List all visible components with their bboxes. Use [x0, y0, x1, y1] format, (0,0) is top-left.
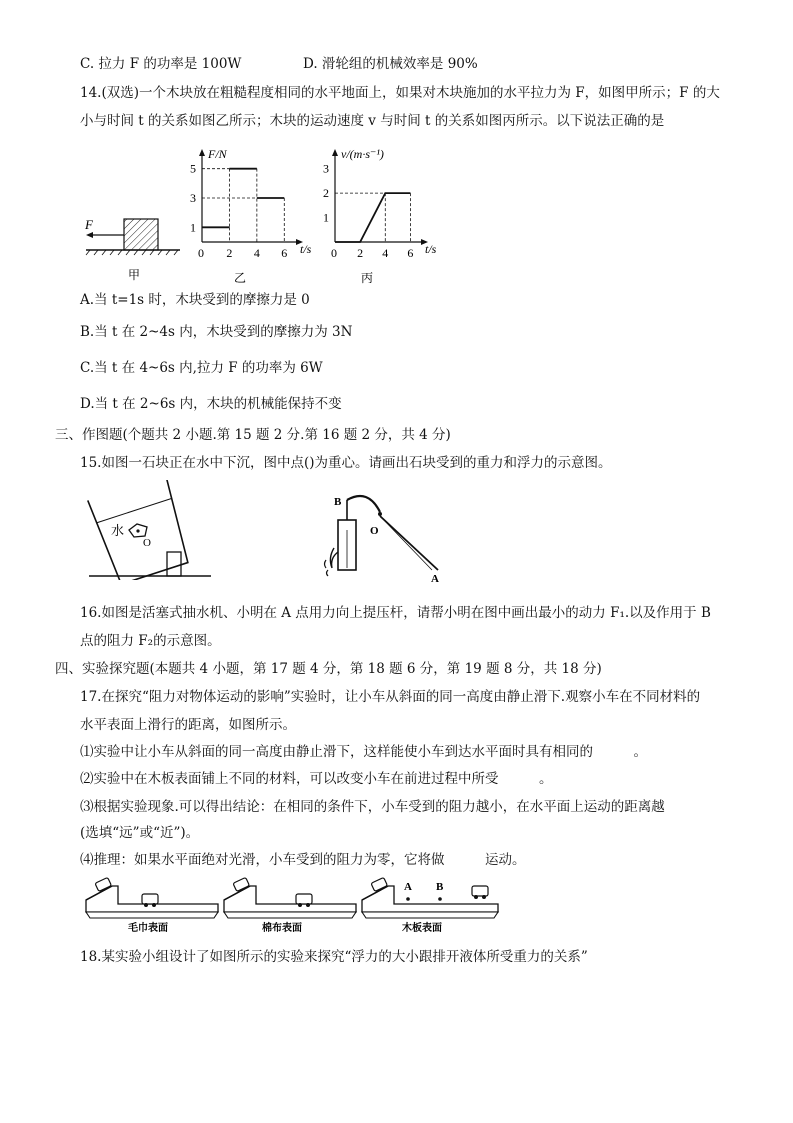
- y-tick-label: 5: [190, 161, 196, 176]
- point-o-label: O: [143, 537, 151, 549]
- water-label: 水: [111, 523, 125, 538]
- water-surface: [96, 498, 172, 523]
- section3-heading: 三、作图题(个题共 2 小题.第 15 题 2 分.第 16 题 2 分，共 4 分): [55, 427, 451, 443]
- label-b: B: [436, 881, 444, 893]
- caption-wood: 木板表面: [402, 923, 442, 934]
- figure-jia: [84, 205, 184, 283]
- y-tick-label: 3: [323, 161, 329, 176]
- chart-yi-caption: 乙: [234, 271, 247, 285]
- q17-sub2: ⑵实验中在木板表面铺上不同的材料，可以改变小车在前进过程中所受 。: [80, 771, 553, 787]
- spout: [330, 548, 338, 568]
- q14-option-d: D.当 t 在 2~6s 内，木块的机械能保持不变: [80, 396, 342, 412]
- y-axis-label: v/(m·s⁻¹): [341, 147, 384, 161]
- pump-arm: [347, 496, 380, 512]
- q15-text: 15.如图一石块正在水中下沉，图中点()为重心。请画出石块受到的重力和浮力的示意图。: [80, 455, 612, 471]
- ramp-cotton: [224, 877, 356, 934]
- q14-option-c: C.当 t 在 4~6s 内,拉力 F 的功率为 6W: [80, 360, 323, 376]
- x-tick-label: 4: [253, 246, 260, 260]
- q17-stem-line1: 17.在探究“阻力对物体运动的影响”实验时，让小车从斜面的同一高度由静止滑下.观察小车在不同材料的: [80, 689, 701, 705]
- cart-on-surface: [142, 894, 158, 904]
- section4-heading: 四、实验探究题(本题共 4 小题，第 17 题 4 分，第 18 题 6 分，第 19 题 8 分，共 18 分): [55, 661, 602, 677]
- chart-force-time: [180, 140, 320, 288]
- q14-option-a: A.当 t=1s 时，木块受到的摩擦力是 0: [80, 292, 310, 308]
- x-tick-label: 2: [357, 246, 364, 260]
- q17-sub1: ⑴实验中让小车从斜面的同一高度由静止滑下，这样能使小车到达水平面时具有相同的 。: [80, 744, 647, 760]
- label-o: O: [370, 525, 379, 537]
- pivot-point: [378, 512, 382, 516]
- figure-q17: [84, 872, 504, 934]
- y-tick-label: 1: [323, 210, 329, 225]
- velocity-line: [335, 193, 410, 242]
- caption-cotton: 棉布表面: [262, 923, 302, 934]
- force-arrow-head: [86, 232, 93, 238]
- q13-option-d: D. 滑轮组的机械效率是 90%: [303, 56, 478, 72]
- q17-stem-line2: 水平表面上滑行的距离，如图所示。: [80, 717, 296, 733]
- origin-label: 0: [331, 246, 337, 260]
- origin-label: 0: [198, 246, 204, 260]
- wooden-block: [124, 219, 158, 250]
- ramp-towel: [86, 877, 218, 934]
- x-tick-label: 4: [382, 246, 389, 260]
- force-label: F: [85, 217, 93, 232]
- q18-text: 18.某实验小组设计了如图所示的实验来探究“浮力的大小跟排开液体所受重力的关系”: [80, 949, 588, 965]
- figure-q15: [85, 480, 215, 580]
- water-drops: [325, 560, 329, 576]
- y-tick-label: 2: [323, 186, 329, 201]
- support-block: [167, 552, 181, 576]
- x-tick-label: 6: [407, 246, 414, 260]
- y-axis-label: F/N: [208, 147, 227, 161]
- x-axis-label: t/s: [300, 242, 312, 256]
- q17-sub3-line2: (选填“远”或“近”)。: [80, 825, 200, 841]
- q16-text-line1: 16.如图是活塞式抽水机、小明在 A 点用力向上提压杆，请帮小明在图中画出最小的动力 F₁.以及作用于 B: [80, 605, 711, 621]
- q17-sub3-line1: ⑶根据实验现象.可以得出结论：在相同的条件下，小车受到的阻力越小，在水平面上运动的距离越: [80, 799, 665, 815]
- ramp-wood: [362, 877, 498, 934]
- label-a: A: [404, 881, 412, 893]
- q14-stem-line2: 小与时间 t 的关系如图乙所示；木块的运动速度 v 与时间 t 的关系如图丙所示。以下说法正确的是: [80, 113, 665, 129]
- y-axis-arrow: [199, 149, 205, 156]
- caption-towel: 毛巾表面: [128, 923, 168, 934]
- q14-stem-line1: 14.(双选)一个木块放在粗糙程度相同的水平地面上，如果对木块施加的水平拉力为 F，如图甲所示；F 的大: [80, 85, 720, 101]
- pump-handle-edge: [380, 516, 432, 570]
- pump-handle: [380, 516, 438, 570]
- figure-jia-caption: 甲: [128, 268, 141, 282]
- chart-velocity-time: [315, 140, 445, 288]
- point-a-dot: [406, 897, 410, 901]
- q13-option-c: C. 拉力 F 的功率是 100W: [80, 56, 242, 72]
- label-a: A: [431, 573, 439, 585]
- tilted-container: [88, 480, 194, 580]
- center-of-gravity: [136, 529, 139, 532]
- label-b: B: [334, 496, 342, 508]
- q17-sub4: ⑷推理：如果水平面绝对光滑，小车受到的阻力为零，它将做 运动。: [80, 852, 526, 868]
- cart-on-surface: [296, 894, 312, 904]
- x-tick-label: 2: [226, 246, 233, 260]
- x-tick-label: 6: [281, 246, 288, 260]
- y-tick-label: 1: [190, 220, 196, 235]
- chart-bing-caption: 丙: [361, 271, 374, 285]
- q14-option-b: B.当 t 在 2~4s 内，木块受到的摩擦力为 3N: [80, 324, 353, 340]
- q16-text-line2: 点的阻力 F₂的示意图。: [80, 633, 221, 649]
- cart-on-surface: [472, 886, 488, 896]
- figure-q16: [318, 490, 448, 585]
- x-axis-label: t/s: [425, 242, 437, 256]
- y-axis-arrow: [332, 149, 338, 156]
- point-b-dot: [438, 897, 442, 901]
- y-tick-label: 3: [190, 191, 196, 205]
